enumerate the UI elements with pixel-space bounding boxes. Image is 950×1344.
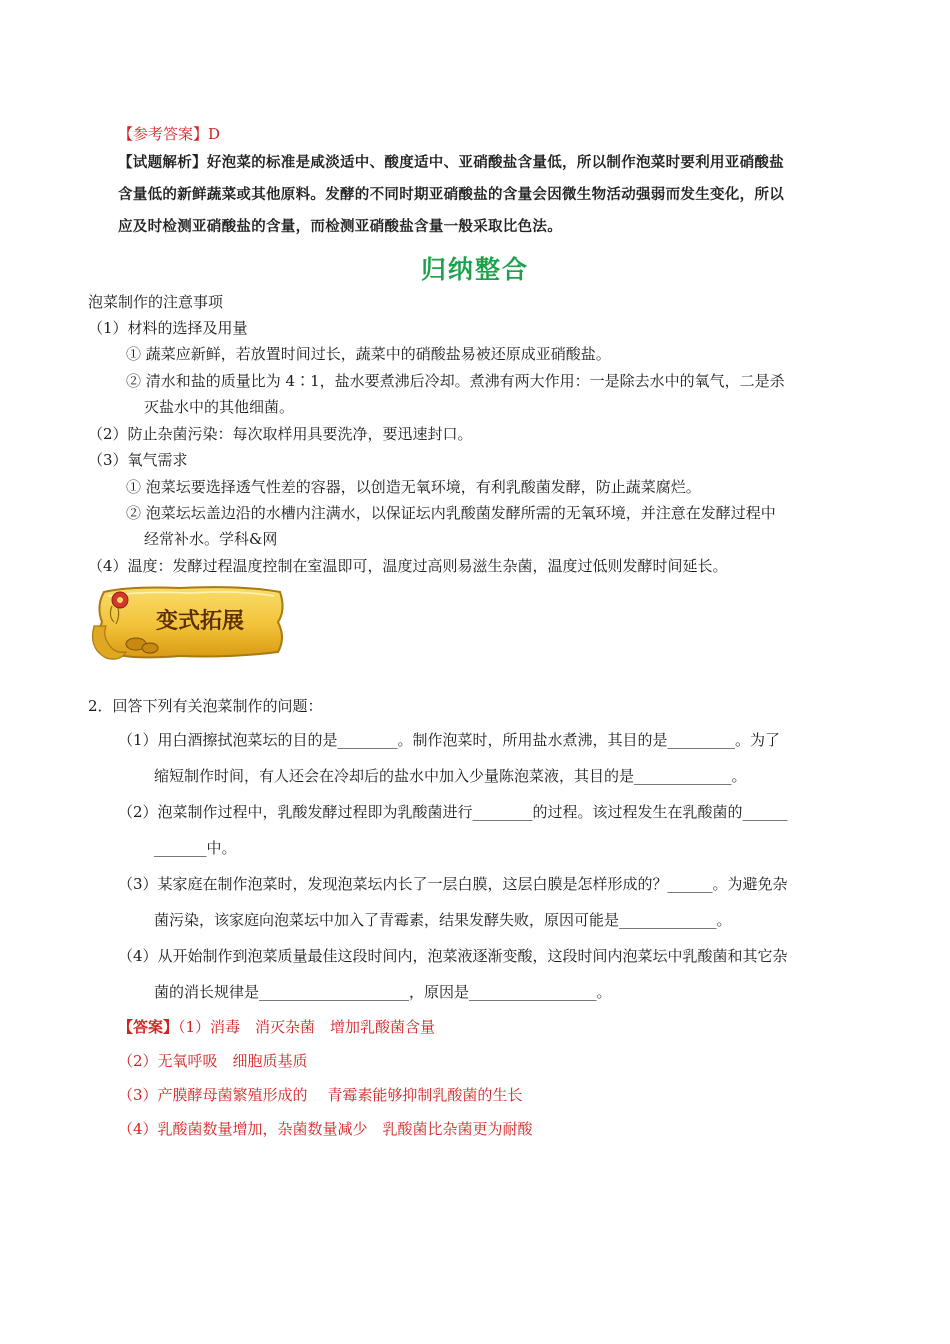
summary-line: ① 蔬菜应新鲜，若放置时间过长，蔬菜中的硝酸盐易被还原成亚硝酸盐。: [126, 345, 611, 363]
analysis-line-2: 含量低的新鲜蔬菜或其他原料。发酵的不同时期亚硝酸盐的含量会因微生物活动强弱而发生变化，所以: [118, 186, 784, 203]
question-line: 缩短制作时间，有人还会在冷却后的盐水中加入少量陈泡菜液，其目的是_____________。: [154, 767, 747, 785]
variation-extension-banner: [90, 582, 290, 662]
reference-answer-value: D: [208, 125, 221, 143]
summary-line: （3）氧气需求: [88, 451, 188, 469]
question-line: _______中。: [154, 839, 237, 857]
question-line: （2）泡菜制作过程中，乳酸发酵过程即为乳酸菌进行________的过程。该过程发生在乳酸菌的______: [118, 803, 788, 821]
analysis-line-3: 应及时检测亚硝酸盐的含量，而检测亚硝酸盐含量一般采取比色法。: [118, 218, 562, 235]
reference-answer-label: 【参考答案】: [118, 125, 209, 143]
final-answer-label: 【答案】: [118, 1018, 179, 1036]
summary-line: （2）防止杂菌污染：每次取样用具要洗净，要迅速封口。: [88, 425, 473, 443]
question-line: （3）某家庭在制作泡菜时，发现泡菜坛内长了一层白膜，这层白膜是怎样形成的？______。为避免杂: [118, 875, 788, 893]
final-answer-line-1: 【答案】（1）消毒 消灭杂菌 增加乳酸菌含量: [118, 1018, 436, 1036]
question-title: 2．回答下列有关泡菜制作的问题：: [88, 697, 323, 715]
summary-heading: 泡菜制作的注意事项: [88, 293, 224, 311]
question-line: 菌污染，该家庭向泡菜坛中加入了青霉素，结果发酵失败，原因可能是_____________。: [154, 911, 732, 929]
summary-line: （4）温度：发酵过程温度控制在室温即可，温度过高则易滋生杂菌，温度过低则发酵时间延长。: [88, 557, 728, 575]
question-line: （1）用白酒擦拭泡菜坛的目的是________。制作泡菜时，所用盐水煮沸，其目的是_________。为了: [118, 731, 781, 749]
analysis-label: 【试题解析】: [118, 154, 207, 171]
summary-title: 归纳整合: [420, 255, 529, 284]
summary-line: （1）材料的选择及用量: [88, 319, 248, 337]
summary-line: 灭盐水中的其他细菌。: [144, 398, 295, 416]
summary-line: ① 泡菜坛要选择透气性差的容器，以创造无氧环境，有利乳酸菌发酵，防止蔬菜腐烂。: [126, 478, 701, 496]
question-line: 菌的消长规律是____________________，原因是_________________。: [154, 983, 612, 1001]
final-answer-line: （3）产膜酵母菌繁殖形成的 青霉素能够抑制乳酸菌的生长: [118, 1086, 523, 1104]
question-line: （4）从开始制作到泡菜质量最佳这段时间内，泡菜液逐渐变酸，这段时间内泡菜坛中乳酸菌和其它杂: [118, 947, 788, 965]
summary-line: 经常补水。学科&网: [144, 530, 278, 548]
banner-text: 变式拓展: [155, 608, 245, 634]
reference-answer: [118, 123, 220, 145]
summary-line: ② 泡菜坛坛盖边沿的水槽内注满水，以保证坛内乳酸菌发酵所需的无氧环境，并注意在发酵过程中: [126, 504, 776, 522]
final-answer-line: （4）乳酸菌数量增加，杂菌数量减少 乳酸菌比杂菌更为耐酸: [118, 1120, 533, 1138]
analysis-line-1: 【试题解析】好泡菜的标准是咸淡适中、酸度适中、亚硝酸盐含量低，所以制作泡菜时要利用亚硝酸盐: [118, 154, 785, 171]
summary-line: ② 清水和盐的质量比为 4∶1，盐水要煮沸后冷却。煮沸有两大作用：一是除去水中的氧气，二是杀: [126, 372, 785, 390]
final-answer-line: （2）无氧呼吸 细胞质基质: [118, 1052, 308, 1070]
